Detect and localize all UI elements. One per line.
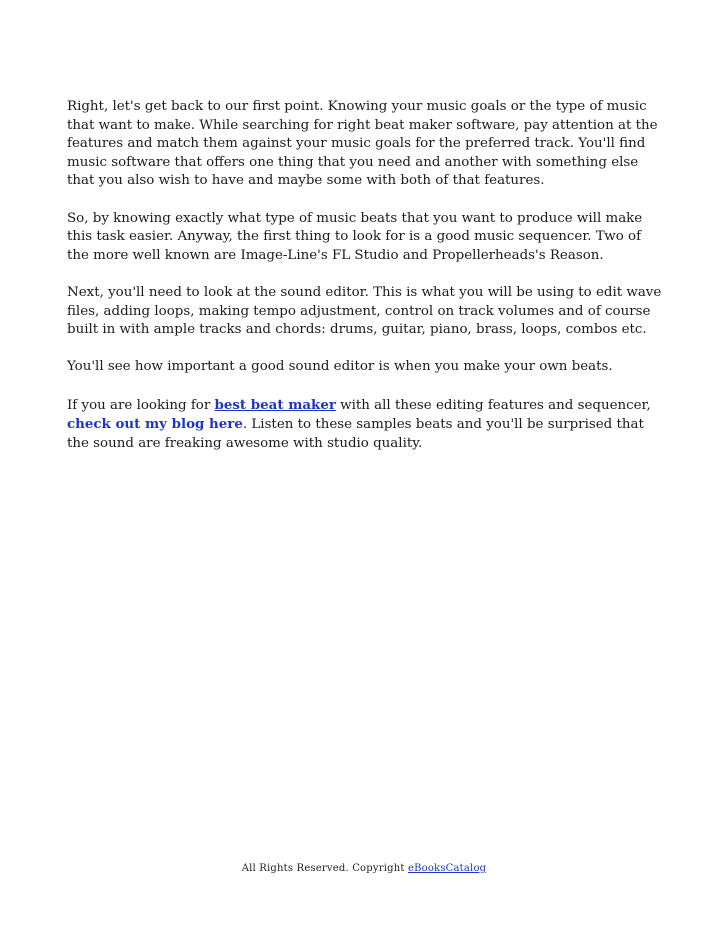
copyright-text: All Rights Reserved. Copyright [241, 863, 408, 874]
paragraph-5-text-b: with all these editing features and sequencer, [335, 397, 651, 413]
best-beat-maker-link[interactable]: best beat maker [214, 396, 336, 413]
article-body [67, 98, 667, 472]
blog-link[interactable]: check out my blog here [67, 416, 243, 433]
paragraph-2: So, by knowing exactly what type of music beats that you want to produce will make this task easier. Anyway, the first thing to look for is a good music sequencer. Two of the more well known are Image-Line's FL Studio and Propellerheads's Reason. [67, 210, 643, 263]
paragraph-5 [67, 396, 667, 454]
paragraph-3: Next, you'll need to look at the sound editor. This is what you will be using to edit wave files, adding loops, making tempo adjustment, control on track volumes and of course built in with ample tracks and chords: drums, guitar, piano, brass, loops, combos etc. [67, 284, 662, 338]
copyright-footer [0, 862, 728, 876]
paragraph-5-text-a: If you are looking for [67, 397, 215, 413]
paragraph-4: You'll see how important a good sound editor is when you make your own beats. [67, 359, 613, 375]
paragraph-1: Right, let's get back to our first point. Knowing your music goals or the type of music that want to make. While searching for right beat maker software, pay attention at the features and match them against your music goals for the preferred track. You'll find music software that offers one thing that you need and another with something else that you also wish to have and maybe some with both of that features. [67, 99, 658, 189]
paragraph-5-text-c: . Listen to these samples beats and you'll be surprised that the sound are freaking awesome with studio quality. [67, 417, 644, 451]
ebookscatalog-link[interactable]: eBooksCatalog [407, 863, 487, 874]
